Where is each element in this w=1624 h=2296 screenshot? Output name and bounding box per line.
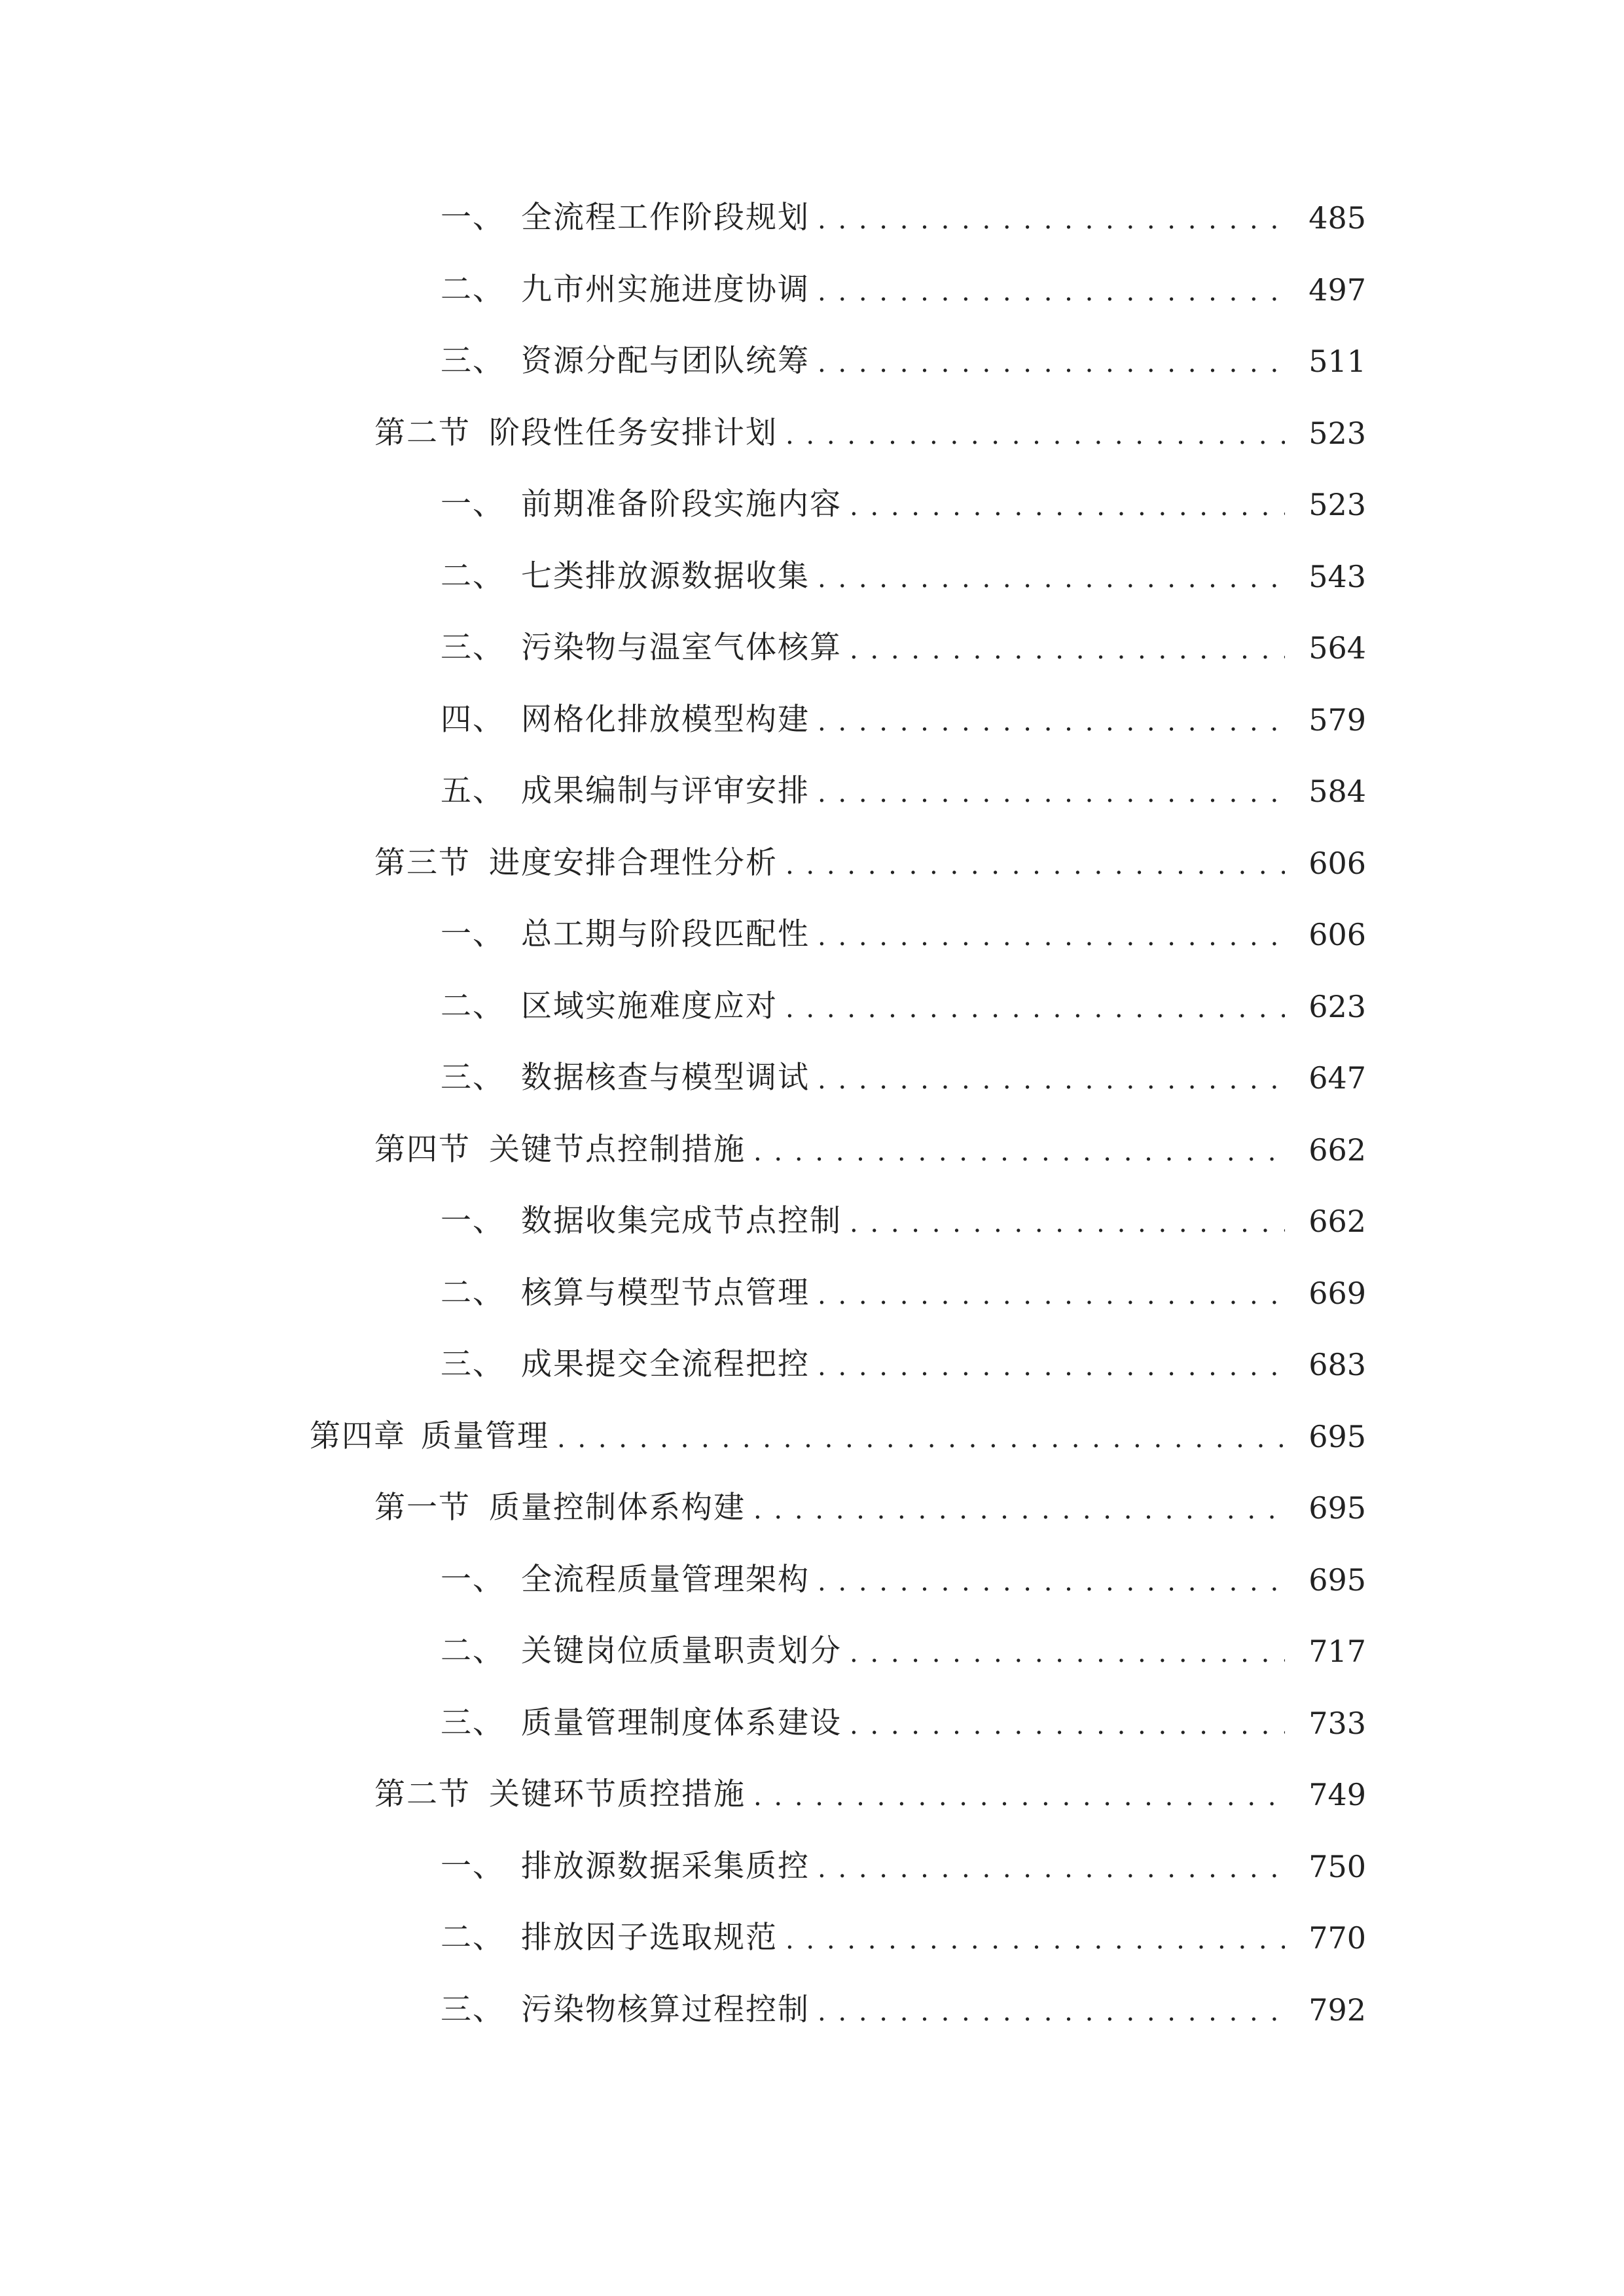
dot-leader [818, 335, 1285, 387]
toc-entry-title: 成果编制与评审安排 [521, 773, 810, 809]
toc-entry-number: 一、 [441, 1562, 505, 1598]
toc-entry[interactable] [0, 264, 1624, 316]
toc-entry-page: 523 [1308, 487, 1366, 522]
toc-entry-title: 总工期与阶段匹配性 [521, 916, 810, 952]
toc-entry[interactable] [0, 765, 1624, 817]
toc-entry-number: 三、 [441, 1060, 505, 1096]
toc-entry[interactable] [0, 550, 1624, 603]
dot-leader [850, 1697, 1285, 1749]
dot-leader [818, 908, 1285, 961]
toc-entry-page: 792 [1308, 1992, 1366, 2028]
toc-entry-title: 质量控制体系构建 [489, 1490, 746, 1526]
toc-entry-title: 关键岗位质量职责划分 [521, 1633, 842, 1669]
toc-entry-number: 五、 [441, 773, 505, 809]
toc-entry-page: 770 [1308, 1920, 1366, 1956]
toc-entry-page: 662 [1308, 1204, 1366, 1239]
toc-entry-title: 区域实施难度应对 [521, 988, 778, 1024]
toc-entry-page: 695 [1308, 1419, 1366, 1454]
toc-entry-page: 523 [1308, 416, 1366, 451]
toc-entry-title: 资源分配与团队统筹 [521, 343, 810, 379]
dot-leader [818, 765, 1285, 817]
toc-entry[interactable] [0, 908, 1624, 961]
toc-entry-page: 579 [1308, 702, 1366, 738]
toc-entry-title: 全流程工作阶段规划 [521, 200, 810, 236]
toc-entry-title: 核算与模型节点管理 [521, 1275, 810, 1311]
toc-entry-title: 七类排放源数据收集 [521, 558, 810, 594]
dot-leader [818, 1840, 1285, 1893]
toc-entry-number: 第四章 [310, 1418, 406, 1454]
toc-entry-page: 485 [1308, 200, 1366, 236]
toc-entry-page: 606 [1308, 917, 1366, 952]
toc-entry[interactable] [0, 1338, 1624, 1391]
toc-entry-page: 543 [1308, 559, 1366, 594]
toc-entry-page: 749 [1308, 1777, 1366, 1812]
toc-entry-number: 三、 [441, 1346, 505, 1382]
dot-leader [785, 407, 1285, 459]
toc-entry-page: 564 [1308, 630, 1366, 666]
toc-entry[interactable] [0, 1625, 1624, 1677]
toc-entry-number: 第二节 [374, 415, 471, 451]
dot-leader [850, 622, 1285, 674]
dot-leader [557, 1410, 1285, 1463]
toc-entry-number: 三、 [441, 1705, 505, 1741]
toc-entry-page: 683 [1308, 1347, 1366, 1382]
toc-entry[interactable] [0, 192, 1624, 244]
toc-entry-title: 关键节点控制措施 [489, 1132, 746, 1168]
toc-entry[interactable] [0, 1840, 1624, 1893]
toc-entry-number: 一、 [441, 1848, 505, 1884]
toc-entry-page: 662 [1308, 1132, 1366, 1168]
toc-entry-title: 排放源数据采集质控 [521, 1848, 810, 1884]
toc-entry[interactable] [0, 1267, 1624, 1319]
toc-entry-number: 一、 [441, 1203, 505, 1239]
toc-entry-number: 三、 [441, 1992, 505, 2028]
toc-entry[interactable] [0, 478, 1624, 531]
dot-leader [785, 1912, 1285, 1964]
toc-entry-title: 质量管理制度体系建设 [521, 1705, 842, 1741]
toc-entry-number: 二、 [441, 558, 505, 594]
toc-entry-page: 606 [1308, 846, 1366, 881]
toc-entry-page: 733 [1308, 1706, 1366, 1741]
toc-entry[interactable] [0, 1768, 1624, 1821]
dot-leader [753, 1768, 1285, 1821]
toc-entry-page: 695 [1308, 1490, 1366, 1526]
toc-entry[interactable] [0, 1052, 1624, 1104]
toc-entry-number: 第一节 [374, 1490, 471, 1526]
toc-entry-page: 497 [1308, 272, 1366, 308]
toc-entry[interactable] [0, 1195, 1624, 1247]
toc-entry-number: 二、 [441, 1275, 505, 1311]
toc-entry[interactable] [0, 1410, 1624, 1463]
dot-leader [753, 1482, 1285, 1534]
toc-entry[interactable] [0, 1697, 1624, 1749]
toc-entry-number: 四、 [441, 702, 505, 738]
toc-entry[interactable] [0, 407, 1624, 459]
toc-entry-page: 623 [1308, 989, 1366, 1024]
toc-entry-title: 污染物核算过程控制 [521, 1992, 810, 2028]
toc-entry-page: 669 [1308, 1276, 1366, 1311]
dot-leader [818, 1052, 1285, 1104]
dot-leader [818, 192, 1285, 244]
dot-leader [850, 1195, 1285, 1247]
dot-leader [818, 694, 1285, 746]
toc-entry-page: 511 [1308, 344, 1366, 379]
toc-entry[interactable] [0, 1482, 1624, 1534]
toc-entry-number: 二、 [441, 1920, 505, 1956]
toc-entry[interactable] [0, 1912, 1624, 1964]
dot-leader [818, 550, 1285, 603]
toc-entry-number: 三、 [441, 343, 505, 379]
toc-entry-title: 九市州实施进度协调 [521, 272, 810, 308]
toc-entry[interactable] [0, 622, 1624, 674]
dot-leader [850, 1625, 1285, 1677]
toc-entry-title: 成果提交全流程把控 [521, 1346, 810, 1382]
toc-entry[interactable] [0, 1984, 1624, 2036]
toc-entry-number: 一、 [441, 200, 505, 236]
dot-leader [818, 1984, 1285, 2036]
dot-leader [818, 264, 1285, 316]
toc-entry[interactable] [0, 694, 1624, 746]
toc-entry[interactable] [0, 335, 1624, 387]
dot-leader [818, 1267, 1285, 1319]
toc-entry-title: 污染物与温室气体核算 [521, 630, 842, 666]
toc-entry-number: 第二节 [374, 1776, 471, 1812]
toc-entry-page: 647 [1308, 1060, 1366, 1096]
toc-entry-number: 二、 [441, 988, 505, 1024]
toc-entry-title: 质量管理 [421, 1418, 549, 1454]
dot-leader [818, 1338, 1285, 1391]
toc-entry-number: 第三节 [374, 845, 471, 881]
dot-leader [785, 980, 1285, 1033]
toc-entry-number: 二、 [441, 272, 505, 308]
toc-entry-number: 一、 [441, 486, 505, 522]
toc-entry-page: 695 [1308, 1562, 1366, 1598]
toc-entry-title: 进度安排合理性分析 [489, 845, 778, 881]
toc-entry-number: 第四节 [374, 1132, 471, 1168]
dot-leader [753, 1124, 1285, 1176]
toc-entry-title: 关键环节质控措施 [489, 1776, 746, 1812]
toc-entry[interactable] [0, 1124, 1624, 1176]
toc-entry-number: 一、 [441, 916, 505, 952]
toc-entry-title: 全流程质量管理架构 [521, 1562, 810, 1598]
toc-entry-number: 三、 [441, 630, 505, 666]
dot-leader [850, 478, 1285, 531]
dot-leader [785, 837, 1285, 889]
toc-entry-number: 二、 [441, 1633, 505, 1669]
toc-entry[interactable] [0, 1554, 1624, 1606]
toc-entry-title: 数据收集完成节点控制 [521, 1203, 842, 1239]
toc-entry-page: 750 [1308, 1849, 1366, 1884]
toc-entry-title: 数据核查与模型调试 [521, 1060, 810, 1096]
toc-entry-title: 网格化排放模型构建 [521, 702, 810, 738]
toc-entry[interactable] [0, 980, 1624, 1033]
toc-entry-page: 717 [1308, 1634, 1366, 1669]
toc-entry[interactable] [0, 837, 1624, 889]
toc-entry-title: 排放因子选取规范 [521, 1920, 778, 1956]
toc-entry-title: 阶段性任务安排计划 [489, 415, 778, 451]
toc-entry-page: 584 [1308, 774, 1366, 809]
toc-entry-title: 前期准备阶段实施内容 [521, 486, 842, 522]
dot-leader [818, 1554, 1285, 1606]
